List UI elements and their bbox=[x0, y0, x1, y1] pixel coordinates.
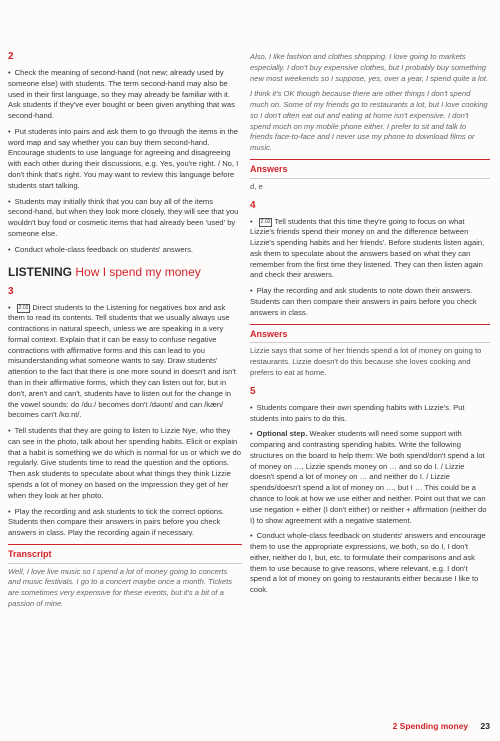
transcript-text: I think it's OK though because there are other things I don't spend much on. Some of my friends go to restaurants a lot, but I love cooking so I don't often eat out and eating at home isn't expensive. I don't spend much on my mobile phone either. I prefer to sit and talk to friends face-to-face and I never use my phone to download films or music. bbox=[250, 89, 488, 153]
answers-title: Answers bbox=[250, 160, 490, 179]
paragraph: • Check the meaning of second-hand (not new; already used by someone else) with students. The term second-hand may also be used in their first language, so they may already be familiar with it. Ask students if they've ever bought or been given anything that was second-hand. bbox=[8, 68, 242, 122]
transcript-title: Transcript bbox=[8, 545, 242, 564]
paragraph: • Play the recording and ask students to note down their answers. Students can then compare their answers in pairs before you check answers in class. bbox=[250, 286, 490, 318]
answers-box bbox=[250, 159, 490, 193]
audio-track-icon: 2.02 bbox=[260, 218, 271, 225]
bullet bbox=[8, 303, 15, 312]
paragraph: • Conduct whole-class feedback on students' answers. bbox=[8, 245, 242, 256]
paragraph: • Conduct whole-class feedback on students' answers and encourage them to use the appropriate expressions, we both, so do I, I don't either, neither do I, but, etc. to formulate their comparisons and ask them to use because to give reasons, where relevant, e.g. I don't spend a lot of money on going to restaurants either because I like to cook. bbox=[250, 531, 490, 596]
transcript-text: Also, I like fashion and clothes shopping. I love going to markets especially. I don't buy expensive clothes, but I probably buy something new most weekends so I suppose, yes, over a year, I spend quite a lot. bbox=[250, 52, 489, 83]
answers-text: Lizzie says that some of her friends spend a lot of money on going to restaurants. Lizzie doesn't do this because she loves cooking and prefers to eat at home. bbox=[250, 346, 482, 377]
bullet bbox=[250, 217, 257, 226]
paragraph bbox=[8, 303, 242, 422]
listening-title: How I spend my money bbox=[75, 264, 201, 279]
audio-track-icon: 2.02 bbox=[18, 304, 29, 311]
section-number-4: 4 bbox=[250, 199, 256, 211]
left-column bbox=[8, 52, 242, 618]
paragraph-text: Direct students to the Listening for negatives box and ask them to read its contents. Tell students that we usually always use contractions in natural speech, unless we are speaking in a very formal context. Explain that it can be easy to confuse negative contractions with affirmative forms and this can lead to you misunderstanding what someone wants to say. Draw students' attention to the fact that there is one more sound in doesn't and isn't than in their affirmative forms, which they can listen out for, but in don't, aren't and can't, students have to listen out for the change in the vowel sounds: do /duː/ becomes don't /dəʊnt/ and can /kæn/ becomes can't /kɑːnt/. bbox=[8, 302, 236, 420]
answers-title: Answers bbox=[250, 325, 490, 344]
optional-step-label: Optional step. bbox=[256, 429, 308, 439]
paragraph-text: Weaker students will need some support with comparing and contrasting spending habits. Write the following structures on the board to help them: We both spend/don't spend a lot of money on …, Lizzie spends money on … and so do I. / Lizzie doesn't spend a lot of money on … and neither do I. / Lizzie spends/doesn't spend a lot of money on …, but I … This could be a chance to look at how we use either and neither. Point out that we can use negation + either (I don't either) or neither + affirmation (neither do I) to show agreement with a negative statement. bbox=[250, 429, 487, 525]
paragraph: • Play the recording and ask students to tick the correct options. Students then compare their answers in pairs before you check answers in class. Play the recording again if necessary. bbox=[8, 507, 242, 539]
unit-title: 2 Spending money bbox=[392, 721, 469, 731]
paragraph bbox=[250, 429, 490, 526]
page-footer bbox=[393, 721, 490, 731]
transcript-text: Well, I love live music so I spend a lot of money going to concerts and music festivals. I go to a concert maybe once a month. Tickets are sometimes very expensive for these events, but it's a bit of a passion of mine. bbox=[8, 566, 233, 609]
page-number: 23 bbox=[480, 721, 490, 731]
answers-box bbox=[250, 324, 490, 379]
paragraph: • Students may initially think that you can buy all of the items second-hand, but when they look more closely, they will see that you wouldn't buy food or cosmetic items that had already been 'used' by someone else. bbox=[8, 197, 242, 240]
paragraph: • Tell students that they are going to listen to Lizzie Nye, who they can see in the photo, talk about her spending habits. Elicit or explain that a habit is something we do which is normal for us or which we do regularly. Give students time to read the question and the options. Then ask students to speculate about what things they think Lizzie spends a lot of money on based on the impression they get of her when they look at her photo. bbox=[8, 426, 242, 501]
paragraph: • Students compare their own spending habits with Lizzie's. Put students into pairs to do this. bbox=[250, 403, 490, 425]
paragraph: • Put students into pairs and ask them to go through the items in the word map and say whether you can buy them second-hand. Encourage students to use language for agreeing and disagreeing with each other during their discussions, e.g. Yes, you're right. / No, I don't think that's right. You may want to review this language before students start talking. bbox=[8, 127, 242, 192]
paragraph bbox=[250, 217, 490, 282]
listening-heading bbox=[8, 264, 242, 281]
section-number-5: 5 bbox=[250, 385, 256, 397]
section-number-3: 3 bbox=[8, 285, 14, 297]
bullet bbox=[250, 429, 257, 438]
answers-text: d, e bbox=[250, 181, 263, 191]
paragraph-text: Tell students that this time they're going to focus on what Lizzie's friends spend their money on and the difference between Lizzie's spending habits and her friends'. Before students listen again, ask them to speculate about the answers based on what they can remember from the first time they listened. They can then listen again and check their answers. bbox=[250, 216, 485, 280]
right-column bbox=[250, 52, 490, 601]
listening-label: LISTENING bbox=[8, 264, 73, 279]
section-number-2: 2 bbox=[8, 51, 14, 62]
transcript-box bbox=[8, 544, 242, 610]
